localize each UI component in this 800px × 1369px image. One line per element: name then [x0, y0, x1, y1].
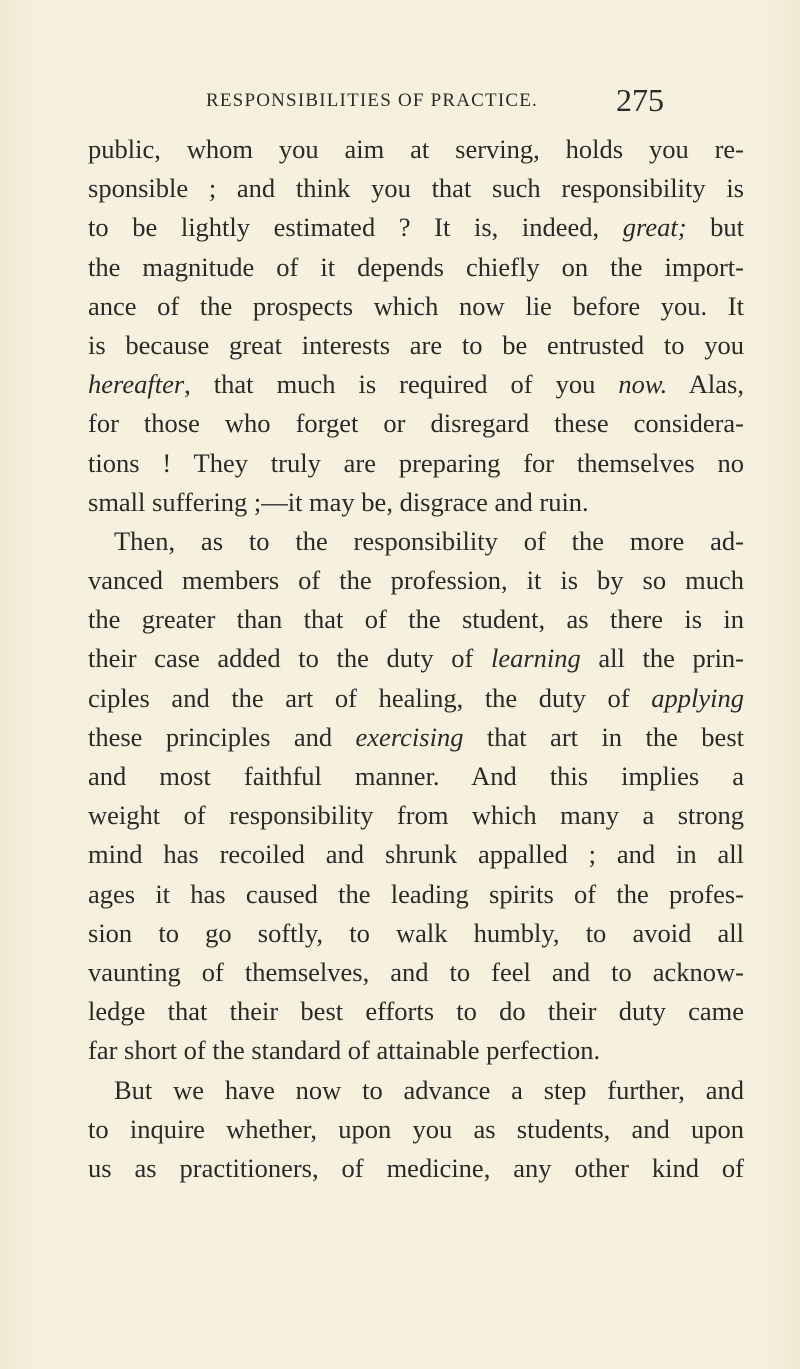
- text-line: [88, 248, 744, 287]
- text-line: [88, 796, 744, 835]
- text-run: tions ! They truly are preparing for themselves no: [88, 447, 744, 478]
- italic-text: hereafter: [88, 369, 185, 400]
- text-line: [88, 1149, 744, 1188]
- text-run: to be lightly estimated ? It is, indeed,: [88, 212, 623, 243]
- text-run: to inquire whether, upon you as students, and upon: [88, 1113, 744, 1144]
- text-line: [88, 404, 744, 443]
- text-line: [88, 875, 744, 914]
- text-line: [88, 169, 744, 208]
- text-run: Then, as to the responsibility of the more ad-: [114, 525, 744, 556]
- text-run: for those who forget or disregard these considera-: [88, 408, 744, 439]
- text-run: that art in the best: [463, 721, 744, 752]
- text-run: sponsible ; and think you that such responsibility is: [88, 173, 744, 204]
- text-line: [88, 600, 744, 639]
- text-run: us as practitioners, of medicine, any other kind of: [88, 1152, 744, 1183]
- text-run: the magnitude of it depends chiefly on the import-: [88, 251, 744, 282]
- text-line: [88, 130, 744, 169]
- text-line: [88, 718, 744, 757]
- text-run: vaunting of themselves, and to feel and to acknow-: [88, 956, 744, 987]
- page-header: [0, 82, 800, 122]
- italic-text: applying: [651, 682, 744, 713]
- text-run: small suffering ;—it may be, disgrace and ruin.: [88, 486, 589, 517]
- text-run: Alas,: [667, 369, 744, 400]
- text-run: sion to go softly, to walk humbly, to avoid all: [88, 917, 744, 948]
- text-line: [88, 444, 744, 483]
- text-run: mind has recoiled and shrunk appalled ; and in all: [88, 839, 744, 870]
- text-run: ledge that their best efforts to do their duty came: [88, 996, 744, 1027]
- text-line: [88, 1031, 744, 1070]
- text-line: [88, 757, 744, 796]
- text-run: these principles and: [88, 721, 356, 752]
- text-run: ciples and the art of healing, the duty of: [88, 682, 652, 713]
- text-line: [88, 835, 744, 874]
- page-number: 275: [616, 82, 664, 118]
- text-run: But we have now to advance a step further, and: [114, 1074, 744, 1105]
- italic-text: learning: [490, 643, 581, 674]
- text-run: and most faithful manner. And this implies a: [88, 761, 744, 791]
- text-line: [88, 1110, 744, 1149]
- text-run: vanced members of the profession, it is by so much: [88, 565, 744, 596]
- text-run: , that much is required of you: [184, 369, 619, 400]
- text-line: [88, 561, 744, 600]
- text-line: [88, 483, 744, 522]
- text-run: all the prin-: [580, 643, 745, 674]
- text-line: [88, 287, 744, 326]
- text-run: far short of the standard of attainable perfection.: [88, 1035, 601, 1066]
- text-run: ance of the prospects which now lie before you. It: [88, 290, 744, 321]
- text-line: [88, 914, 744, 953]
- text-line: [88, 1071, 744, 1110]
- text-line: [88, 522, 744, 561]
- text-line: [88, 992, 744, 1031]
- text-run: ages it has caused the leading spirits of the profes-: [88, 878, 744, 909]
- text-line: [88, 639, 744, 678]
- text-line: [88, 365, 744, 404]
- text-run: but: [686, 212, 744, 243]
- text-run: the greater than that of the student, as there is in: [88, 604, 744, 635]
- text-line: [88, 679, 744, 718]
- text-line: [88, 208, 744, 247]
- italic-text: great;: [622, 212, 687, 243]
- text-run: weight of responsibility from which many a strong: [88, 800, 744, 831]
- italic-text: now.: [618, 369, 668, 400]
- italic-text: exercising: [355, 721, 464, 752]
- text-line: [88, 326, 744, 365]
- text-run: is because great interests are to be entrusted to you: [88, 329, 744, 360]
- text-line: [88, 953, 744, 992]
- text-run: public, whom you aim at serving, holds you re-: [88, 134, 744, 164]
- body-text: [88, 130, 744, 1188]
- running-head: RESPONSIBILITIES OF PRACTICE.: [206, 90, 538, 111]
- text-run: their case added to the duty of: [88, 643, 491, 674]
